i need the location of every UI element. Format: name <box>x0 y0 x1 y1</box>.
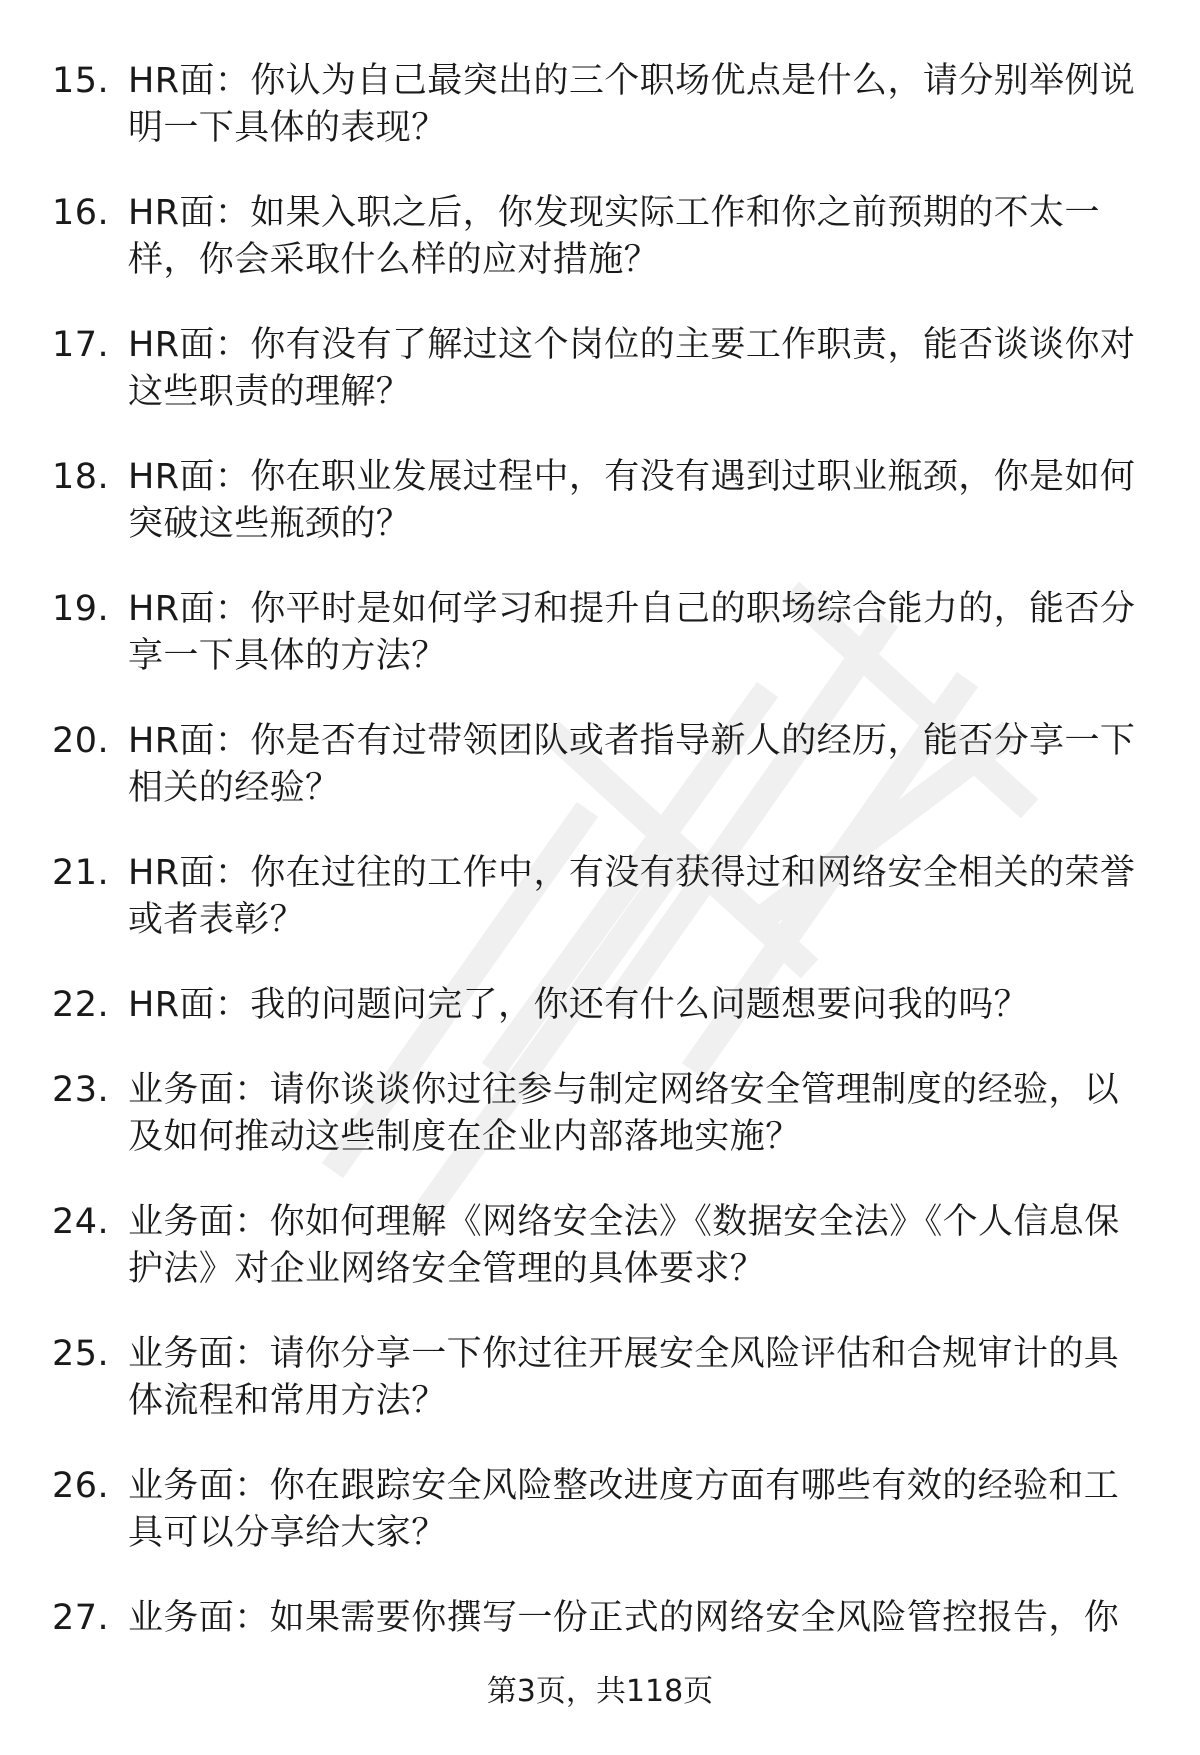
question-text: 业务面：如果需要你撰写一份正式的网络安全风险管控报告，你 <box>128 1598 1120 1638</box>
question-item <box>52 850 1152 944</box>
question-number: 23. <box>52 1070 110 1110</box>
question-item <box>52 190 1152 284</box>
question-text: HR面：你平时是如何学习和提升自己的职场综合能力的，能否分享一下具体的方法？ <box>128 589 1136 676</box>
question-number: 25. <box>52 1334 110 1374</box>
question-item <box>52 718 1152 812</box>
question-item <box>52 586 1152 680</box>
question-item <box>52 1067 1152 1161</box>
question-text: HR面：你有没有了解过这个岗位的主要工作职责，能否谈谈你对这些职责的理解？ <box>128 325 1136 412</box>
question-item <box>52 982 1152 1029</box>
question-item <box>52 1463 1152 1557</box>
question-item <box>52 322 1152 416</box>
question-text: HR面：你在过往的工作中，有没有获得过和网络安全相关的荣誉或者表彰？ <box>128 853 1136 940</box>
question-number: 26. <box>52 1466 110 1506</box>
question-text: HR面：如果入职之后，你发现实际工作和你之前预期的不太一样，你会采取什么样的应对措施？ <box>128 193 1100 280</box>
question-number: 19. <box>52 589 110 629</box>
question-number: 17. <box>52 325 110 365</box>
question-number: 16. <box>52 193 110 233</box>
question-number: 21. <box>52 853 110 893</box>
question-number: 15. <box>52 61 110 101</box>
question-text: 业务面：请你分享一下你过往开展安全风险评估和合规审计的具体流程和常用方法？ <box>128 1334 1120 1421</box>
question-item <box>52 454 1152 548</box>
question-text: HR面：我的问题问完了，你还有什么问题想要问我的吗？ <box>128 985 1030 1025</box>
question-text: HR面：你在职业发展过程中，有没有遇到过职业瓶颈，你是如何突破这些瓶颈的？ <box>128 457 1136 544</box>
question-text: 业务面：你在跟踪安全风险整改进度方面有哪些有效的经验和工具可以分享给大家？ <box>128 1466 1120 1553</box>
question-number: 20. <box>52 721 110 761</box>
question-text: HR面：你认为自己最突出的三个职场优点是什么，请分别举例说明一下具体的表现？ <box>128 61 1136 148</box>
question-item <box>52 1199 1152 1293</box>
question-text: HR面：你是否有过带领团队或者指导新人的经历，能否分享一下相关的经验？ <box>128 721 1136 808</box>
page-footer: 第3页，共118页 <box>486 1674 714 1709</box>
question-number: 18. <box>52 457 110 497</box>
question-item <box>52 58 1152 152</box>
question-item <box>52 1595 1152 1642</box>
question-number: 27. <box>52 1598 110 1638</box>
question-list <box>52 58 1152 1680</box>
question-text: 业务面：请你谈谈你过往参与制定网络安全管理制度的经验，以及如何推动这些制度在企业内部落地实施？ <box>128 1070 1120 1157</box>
question-item <box>52 1331 1152 1425</box>
question-text: 业务面：你如何理解《网络安全法》《数据安全法》《个人信息保护法》对企业网络安全管理的具体要求？ <box>128 1202 1120 1289</box>
question-number: 24. <box>52 1202 110 1242</box>
question-number: 22. <box>52 985 110 1025</box>
